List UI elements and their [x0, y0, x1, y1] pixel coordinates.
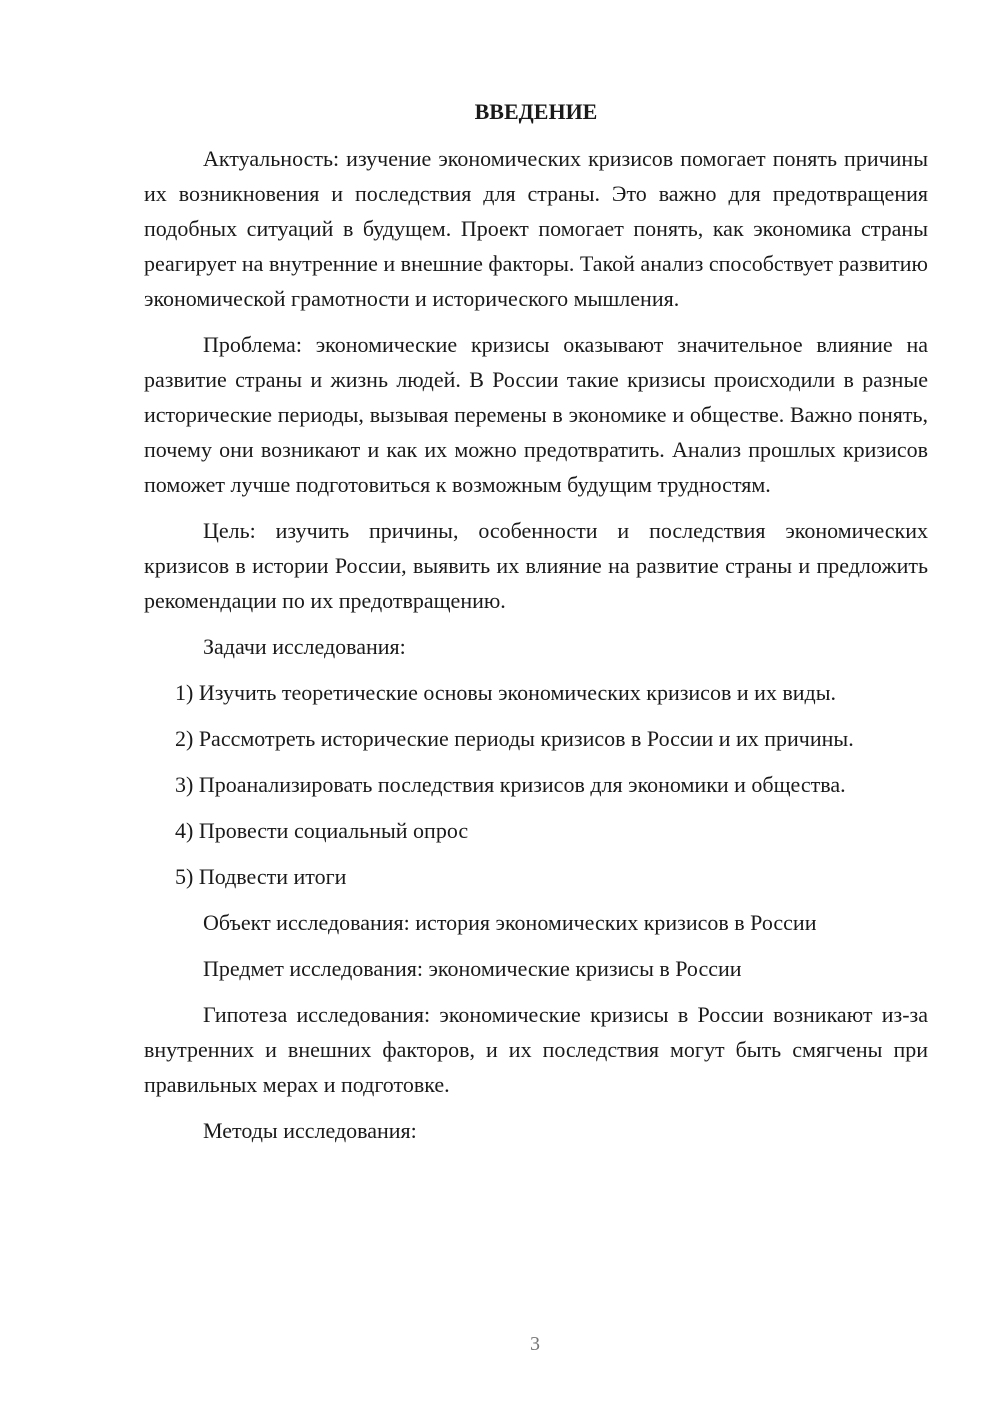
- page-number: 3: [530, 1333, 540, 1355]
- hypothesis-paragraph: Гипотеза исследования: экономические кризисы в России возникают из-за внутренних и внешних факторов, и их последствия могут быть смягчены при правильных мерах и подготовке.: [144, 1002, 928, 1097]
- methods-title: Методы исследования:: [203, 1118, 417, 1143]
- object-paragraph: Объект исследования: история экономических кризисов в России: [203, 910, 817, 935]
- tasks-title: Задачи исследования:: [203, 634, 406, 659]
- subject-paragraph: Предмет исследования: экономические кризисы в России: [203, 956, 742, 981]
- task-item-3: 3) Проанализировать последствия кризисов для экономики и общества.: [175, 772, 846, 797]
- goal-paragraph: Цель: изучить причины, особенности и последствия экономических кризисов в истории России, выявить их влияние на развитие страны и предложить рекомендации по их предотвращению.: [144, 518, 928, 613]
- task-item-1: 1) Изучить теоретические основы экономических кризисов и их виды.: [175, 680, 837, 705]
- page-content: [144, 94, 928, 1159]
- task-item-5: 5) Подвести итоги: [175, 864, 347, 889]
- task-item-4: 4) Провести социальный опрос: [175, 818, 469, 843]
- page-title: ВВЕДЕНИЕ: [474, 99, 598, 124]
- relevance-paragraph: Актуальность: изучение экономических кризисов помогает понять причины их возникновения и последствия для страны. Это важно для предотвращения подобных ситуаций в будущем. Проект помогает понять, как экономика страны реагирует на внутренние и внешние факторы. Такой анализ способствует развитию экономической грамотности и исторического мышления.: [144, 146, 928, 311]
- problem-paragraph: Проблема: экономические кризисы оказывают значительное влияние на развитие страны и жизнь людей. В России такие кризисы происходили в разные исторические периоды, вызывая перемены в экономике и обществе. Важно понять, почему они возникают и как их можно предотвратить. Анализ прошлых кризисов поможет лучше подготовиться к возможным будущим трудностям.: [144, 332, 928, 497]
- task-item-2: 2) Рассмотреть исторические периоды кризисов в России и их причины.: [175, 726, 854, 751]
